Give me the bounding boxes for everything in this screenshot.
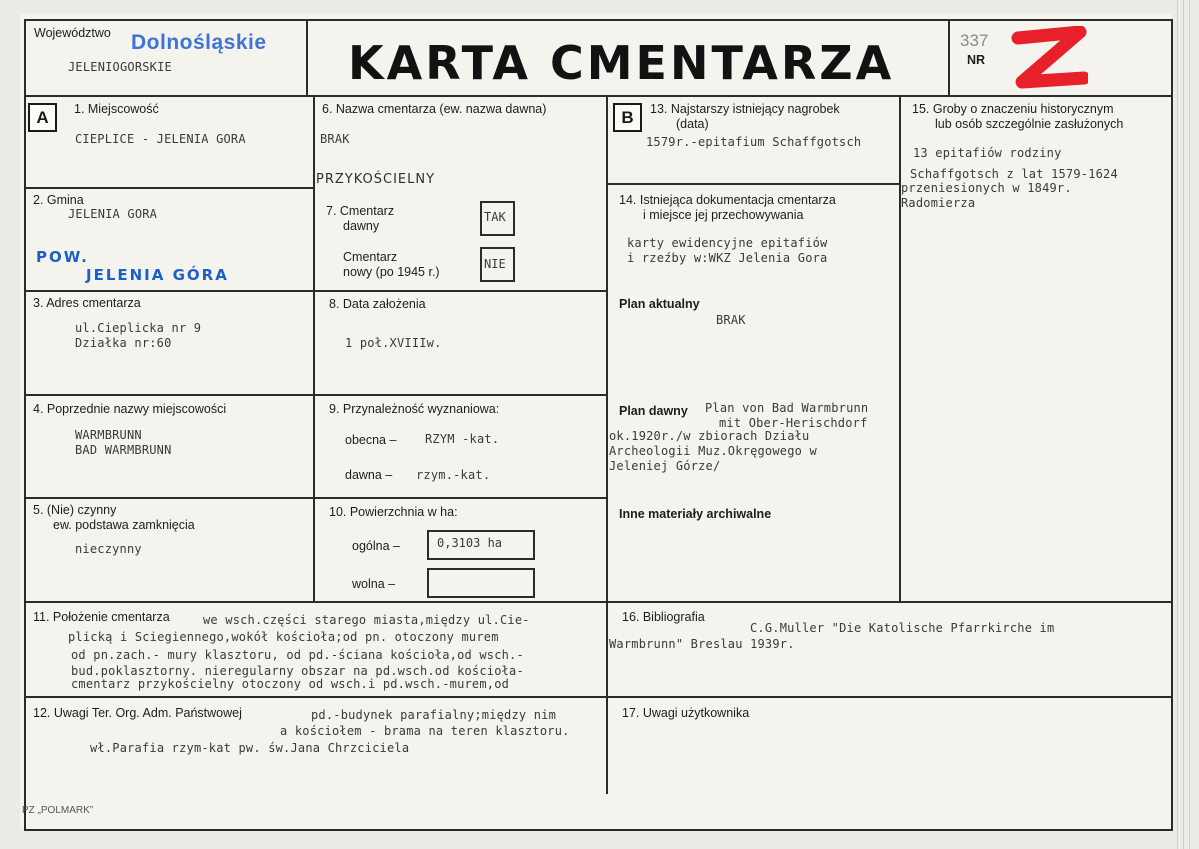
field-13-value: 1579r.-epitafium Schaffgotsch xyxy=(646,135,862,149)
border-right xyxy=(1171,19,1173,831)
field-15-label: 15. Groby o znaczeniu historycznym xyxy=(912,102,1114,116)
field-11-line-3: od pn.zach.- mury klasztoru, od pd.-ściana kościoła,od wsch.- xyxy=(71,648,524,662)
field-3-value: ul.Cieplicka nr 9 Działka nr:60 xyxy=(75,321,202,350)
row-divider xyxy=(608,183,901,185)
card-edge xyxy=(1183,0,1184,849)
col-divider-1 xyxy=(313,97,315,602)
field-9-dawna-label: dawna – xyxy=(345,468,393,482)
page-title: KARTA CMENTARZA xyxy=(348,36,895,90)
header-divider-right xyxy=(948,19,950,97)
field-11-label: 11. Położenie cmentarza xyxy=(33,610,170,624)
field-15-line-2: Schaffgotsch z lat 1579-1624 xyxy=(910,167,1118,181)
field-12-label: 12. Uwagi Ter. Org. Adm. Państwowej xyxy=(33,706,242,720)
field-17-label: 17. Uwagi użytkownika xyxy=(622,706,750,720)
field-11-line-4: bud.poklasztorny. nieregularny obszar na pd.wsch.od kościoła- xyxy=(71,664,524,678)
field-10-ogolna-label: ogólna – xyxy=(352,539,400,553)
field-15-line-1: 13 epitafiów rodziny xyxy=(913,146,1062,160)
plan-dawny-value-3: ok.1920r./w zbiorach Działu Archeologii Muz.Okręgowego w Jeleniej Górze/ xyxy=(609,429,817,473)
col-divider-2 xyxy=(606,97,608,794)
card-edge xyxy=(1177,0,1178,849)
plan-dawny-value-2: mit Ober-Herischdorf xyxy=(719,416,868,430)
field-5-value: nieczynny xyxy=(75,542,142,556)
row-divider xyxy=(25,187,315,189)
field-3-label: 3. Adres cmentarza xyxy=(33,296,141,310)
field-16-label: 16. Bibliografia xyxy=(622,610,705,624)
field-7-label: 7. Cmentarz xyxy=(326,204,395,218)
header-divider xyxy=(25,95,1173,97)
field-7-dawny-value: TAK xyxy=(484,210,506,224)
field-15-line-3: przeniesionych w 1849r. Radomierza xyxy=(901,181,1072,210)
field-1-value: CIEPLICE - JELENIA GORA xyxy=(75,132,246,146)
nr-pencil-note: 337 xyxy=(960,31,989,50)
field-16-line-2: Warmbrunn" Breslau 1939r. xyxy=(609,637,795,651)
field-10-label: 10. Powierzchnia w ha: xyxy=(329,505,458,519)
field-2-label: 2. Gmina xyxy=(33,193,84,207)
field-13-label: 13. Najstarszy istniejący nagrobek xyxy=(650,102,840,116)
field-2-value: JELENIA GORA xyxy=(68,207,158,221)
border-left xyxy=(24,19,26,831)
field-7-nowy-value: NIE xyxy=(484,257,506,271)
row-divider xyxy=(25,601,1173,603)
inne-materialy-label: Inne materiały archiwalne xyxy=(619,507,772,521)
field-5-label-2: ew. podstawa zamknięcia xyxy=(53,518,195,532)
field-11-line-2: plicką i Sciegiennego,wokół kościoła;od pn. otoczony murem xyxy=(68,630,499,644)
field-14-label: 14. Istniejąca dokumentacja cmentarza xyxy=(619,193,836,207)
field-9-label: 9. Przynależność wyznaniowa: xyxy=(329,402,500,416)
field-4-label: 4. Poprzednie nazwy miejscowości xyxy=(33,402,227,416)
field-6-label: 6. Nazwa cmentarza (ew. nazwa dawna) xyxy=(322,102,547,116)
field-1-label: 1. Miejscowość xyxy=(74,102,159,116)
border-bottom xyxy=(25,829,1173,831)
field-15-label-2: lub osób szczególnie zasłużonych xyxy=(935,117,1124,131)
section-a-marker: A xyxy=(28,103,57,132)
nr-label: NR xyxy=(967,53,986,67)
field-2-handwritten-pow: POW. xyxy=(36,248,89,266)
field-10-ogolna-value: 0,3103 ha xyxy=(437,536,503,550)
wojewodztwo-stamp: Dolnośląskie xyxy=(131,31,267,54)
printer-imprint: PZ „POLMARK” xyxy=(22,805,94,816)
wojewodztwo-label: Województwo xyxy=(34,26,111,40)
field-6-handwritten: PRZYKOŚCIELNY xyxy=(316,172,436,187)
row-divider xyxy=(25,394,608,396)
field-8-value: 1 poł.XVIIIw. xyxy=(345,336,442,350)
field-9-obecna-value: RZYM -kat. xyxy=(425,432,500,446)
field-2-handwritten-town: JELENIA GÓRA xyxy=(86,266,229,284)
field-12-line-2: a kościołem - brama na teren klasztoru. xyxy=(280,724,570,738)
row-divider xyxy=(25,696,1173,698)
card-edge xyxy=(1189,0,1190,849)
field-11-line-5: cmentarz przykościelny otoczony od wsch.i pd.wsch.-murem,od xyxy=(71,677,510,691)
field-6-value: BRAK xyxy=(320,132,350,146)
field-10-wolna-box xyxy=(427,568,535,598)
col-divider-3 xyxy=(899,97,901,602)
field-9-obecna-label: obecna – xyxy=(345,433,397,447)
field-12-line-1: pd.-budynek parafialny;między nim xyxy=(311,708,557,722)
field-8-label: 8. Data założenia xyxy=(329,297,426,311)
field-10-wolna-label: wolna – xyxy=(352,577,396,591)
field-5-label: 5. (Nie) czynny xyxy=(33,503,117,517)
plan-aktualny-label: Plan aktualny xyxy=(619,297,700,311)
nr-marker-z xyxy=(1010,26,1088,92)
field-9-dawna-value: rzym.-kat. xyxy=(416,468,491,482)
field-7-nowy-label: Cmentarz xyxy=(343,250,398,264)
field-11-line-1: we wsch.części starego miasta,między ul.Cie- xyxy=(203,613,530,627)
section-b-marker: B xyxy=(613,103,642,132)
field-13-label-2: (data) xyxy=(676,117,709,131)
field-12-line-3: wł.Parafia rzym-kat pw. św.Jana Chrzciciela xyxy=(90,741,410,755)
plan-dawny-label: Plan dawny xyxy=(619,404,688,418)
header-divider-left xyxy=(306,19,308,97)
plan-dawny-value-1: Plan von Bad Warmbrunn xyxy=(705,401,869,415)
field-14-value: karty ewidencyjne epitafiów i rzeźby w:WKZ Jelenia Gora xyxy=(627,236,828,265)
plan-aktualny-value: BRAK xyxy=(716,313,746,327)
field-7-nowy: nowy (po 1945 r.) xyxy=(343,265,440,279)
field-16-line-1: C.G.Muller "Die Katolische Pfarrkirche im xyxy=(750,621,1055,635)
row-divider xyxy=(25,290,608,292)
wojewodztwo-value: JELENIOGORSKIE xyxy=(68,60,172,74)
field-4-value: WARMBRUNN BAD WARMBRUNN xyxy=(75,428,172,457)
field-7-dawny: dawny xyxy=(343,219,380,233)
border-top xyxy=(25,19,1173,21)
row-divider xyxy=(25,497,608,499)
field-14-label-2: i miejsce jej przechowywania xyxy=(643,208,804,222)
